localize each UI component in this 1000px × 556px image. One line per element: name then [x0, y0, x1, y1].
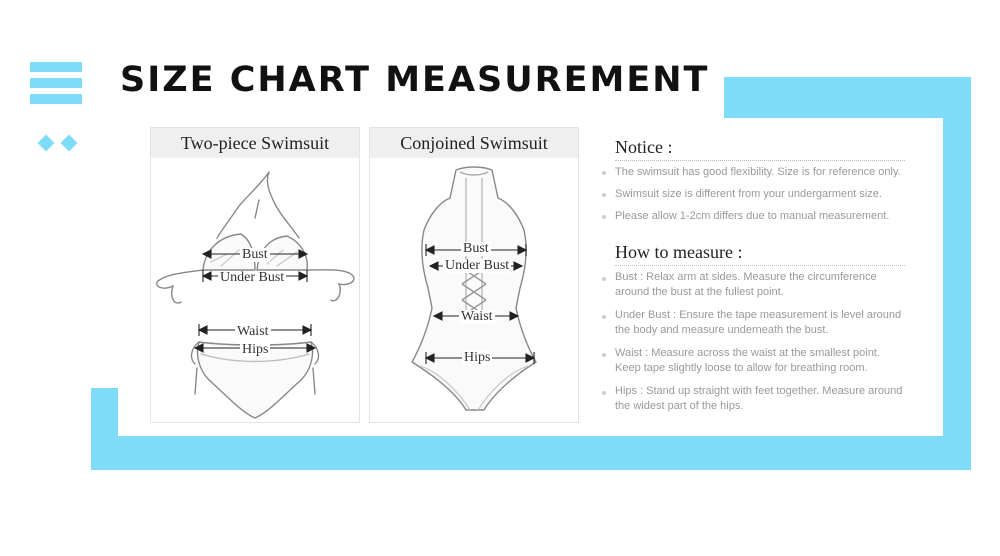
divider: [615, 160, 905, 161]
hips-label: Hips: [242, 342, 269, 357]
bullet: [602, 171, 606, 175]
bullet: [602, 315, 606, 319]
bust-label: Bust: [463, 241, 489, 256]
measure-item-hips: Hips : Stand up straight with feet together. Measure around the widest part of the hips.: [615, 385, 903, 412]
bikini-illustration: [151, 158, 359, 422]
waist-label: Waist: [461, 309, 493, 324]
page-title: SIZE CHART MEASUREMENT: [120, 60, 710, 100]
bullet: [602, 215, 606, 219]
two-piece-heading: Two-piece Swimsuit: [151, 128, 359, 158]
diamond-icon: [61, 135, 78, 152]
bullet: [602, 193, 606, 197]
how-to-heading: How to measure :: [615, 242, 743, 262]
under-bust-label: Under Bust: [220, 270, 285, 285]
bullet: [602, 391, 606, 395]
hips-label: Hips: [464, 350, 491, 365]
measure-item-under-bust: Under Bust : Ensure the tape measurement is level around the body and measure underneath the bust.: [615, 309, 902, 336]
two-piece-card: [150, 127, 360, 423]
measure-item-bust: Bust : Relax arm at sides. Measure the circumference around the bust at the fullest point.: [615, 271, 877, 298]
waist-label: Waist: [237, 324, 269, 339]
notice-item: Please allow 1-2cm differs due to manual measurement.: [615, 210, 890, 222]
bullet: [602, 353, 606, 357]
under-bust-label: Under Bust: [445, 258, 510, 273]
notice-item: Swimsuit size is different from your undergarment size.: [615, 188, 882, 200]
divider: [615, 265, 905, 266]
notice-heading: Notice :: [615, 137, 673, 157]
diamond-icon: [38, 135, 55, 152]
measure-item-waist: Waist : Measure across the waist at the smallest point. Keep tape slightly loose to allow for breathing room.: [615, 347, 880, 374]
one-piece-illustration: [370, 158, 578, 422]
conjoined-card: [369, 127, 579, 423]
conjoined-heading: Conjoined Swimsuit: [370, 128, 578, 158]
notice-item: The swimsuit has good flexibility. Size is for reference only.: [615, 166, 901, 178]
bust-label: Bust: [242, 247, 268, 262]
bullet: [602, 277, 606, 281]
